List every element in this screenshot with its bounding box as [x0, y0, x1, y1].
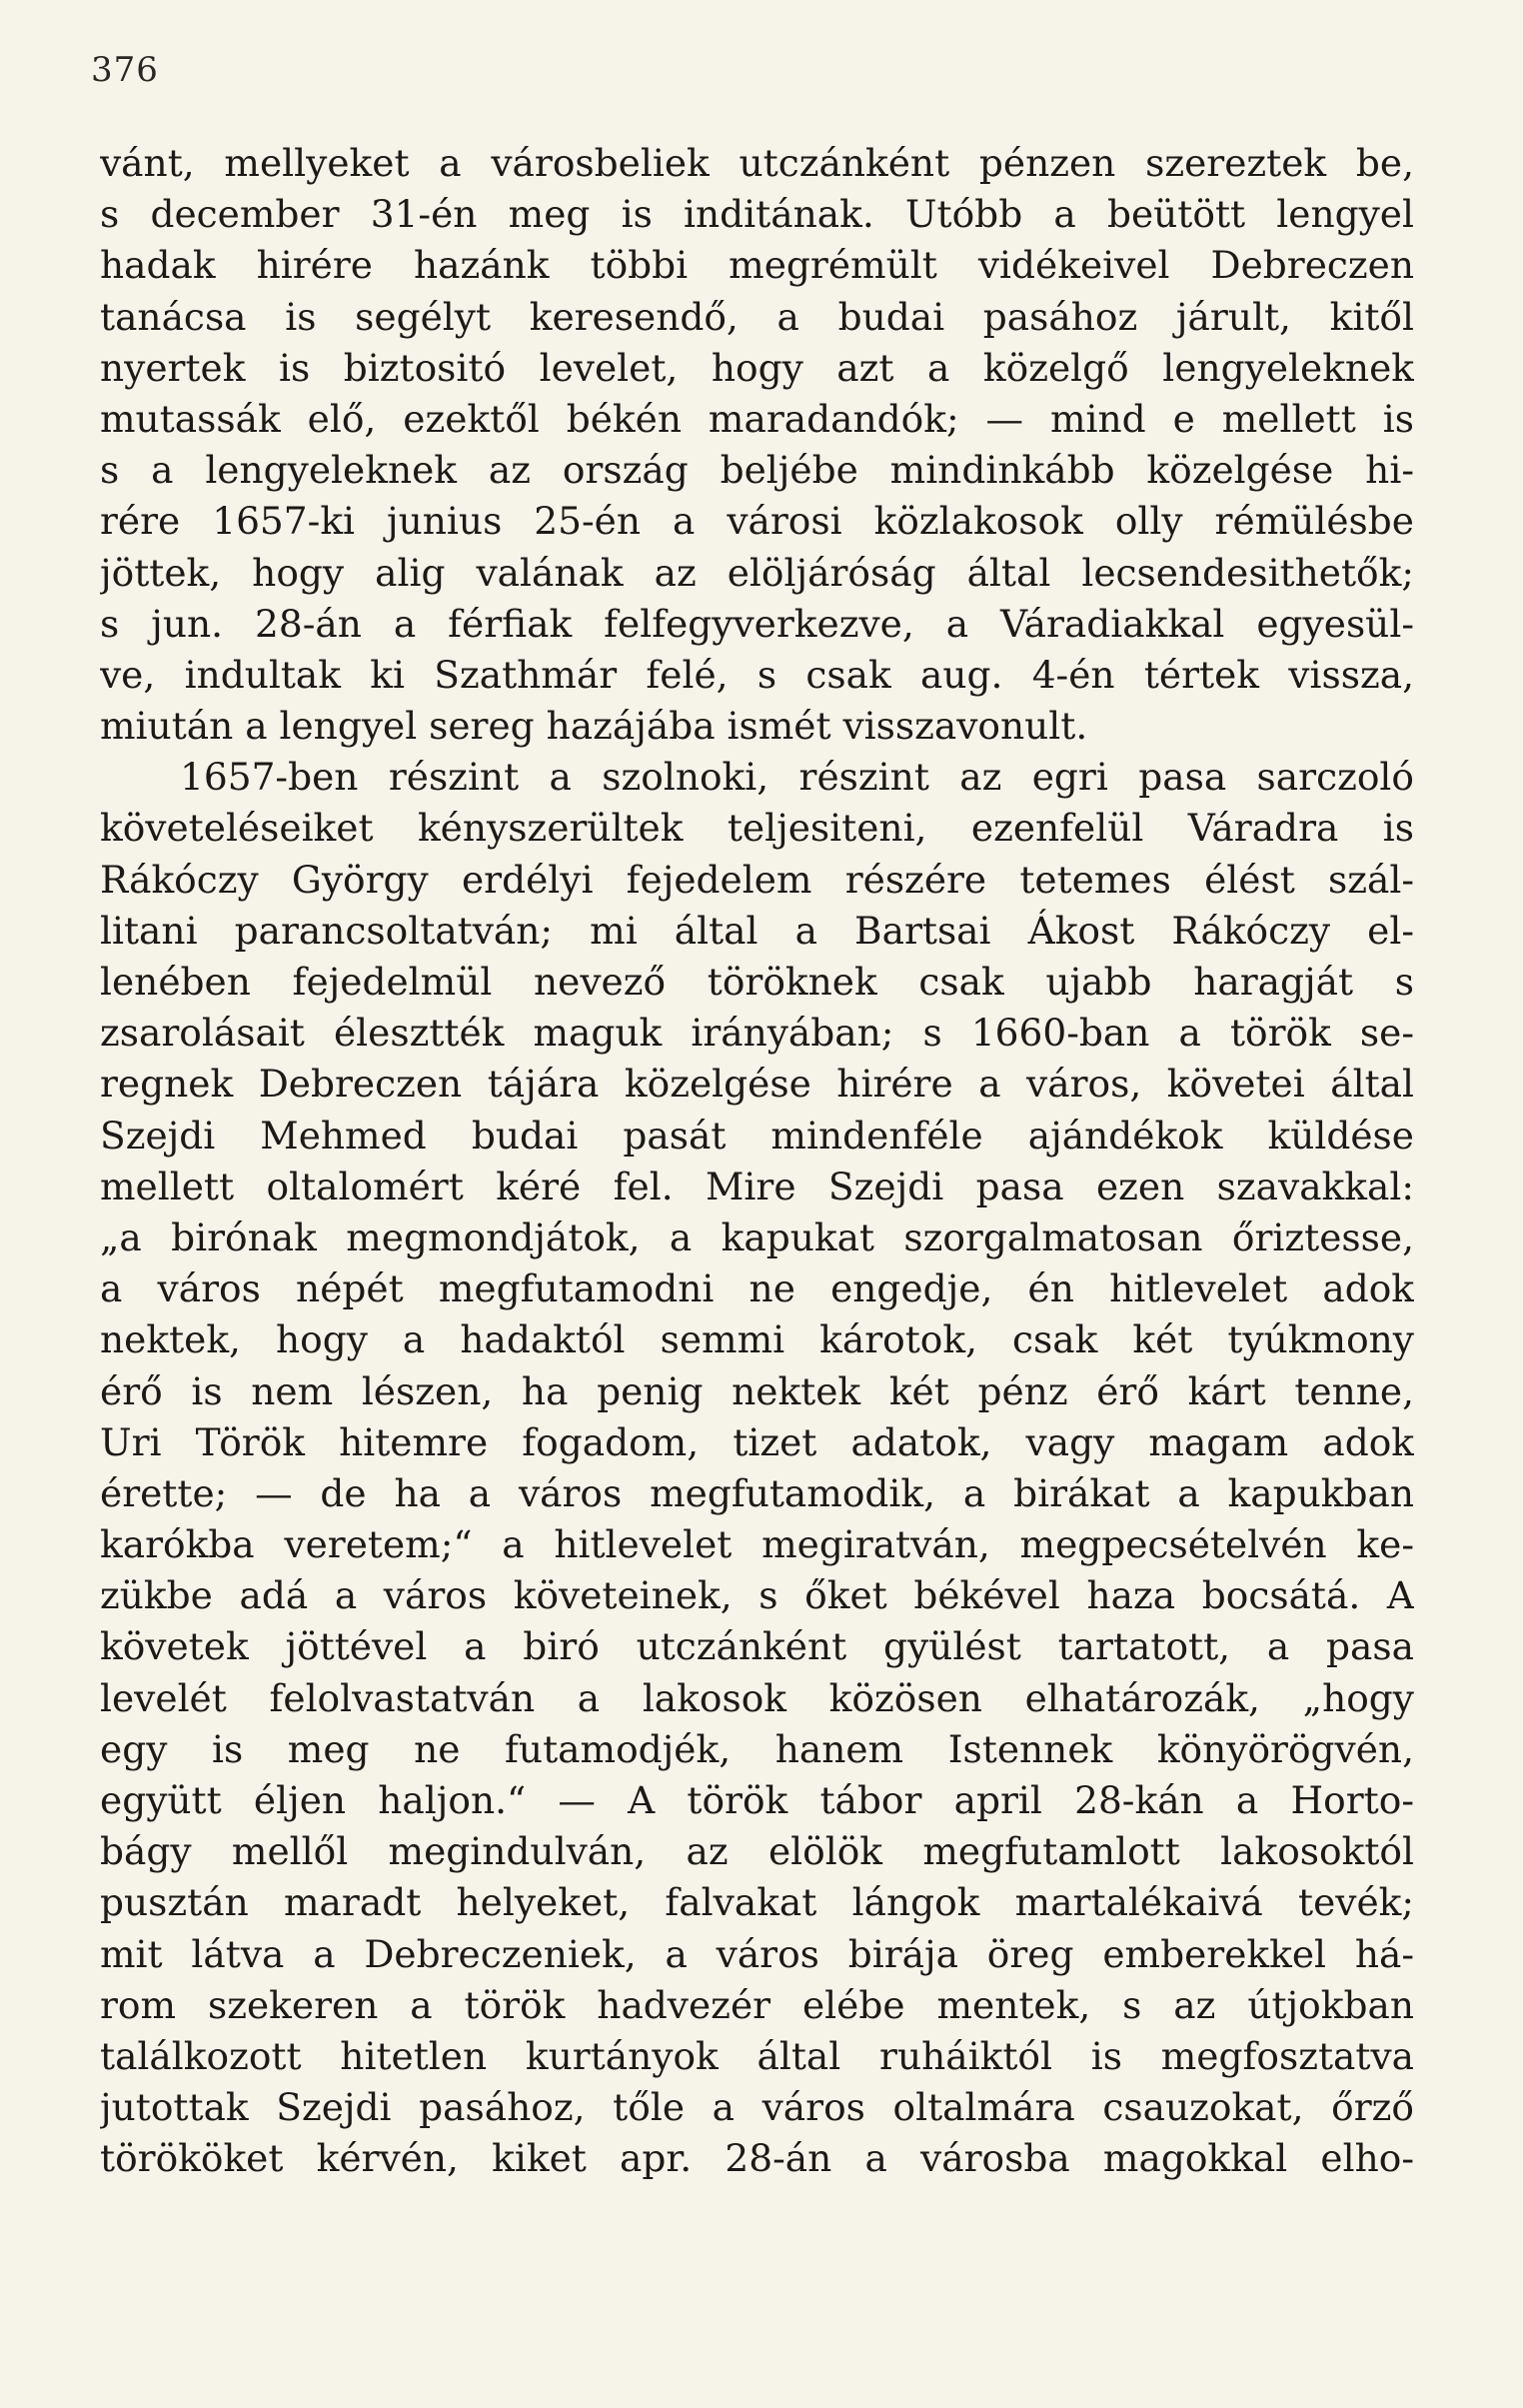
- text-line: együtt éljen haljon.“ — A török tábor april 28-kán a Horto-: [100, 1778, 1414, 1822]
- text-line: ve, indultak ki Szathmár felé, s csak aug. 4-én tértek vissza,: [100, 652, 1414, 697]
- text-line: bágy mellől megindulván, az elölök megfutamlott lakosoktól: [100, 1829, 1414, 1874]
- text-line: nyertek is biztositó levelet, hogy azt a közelgő lengyeleknek: [100, 345, 1414, 390]
- text-line: mit látva a Debreczeniek, a város birája öreg emberekkel há-: [100, 1931, 1414, 1976]
- text-line: tanácsa is segélyt keresendő, a budai pasához járult, kitől: [100, 294, 1414, 339]
- text-line: lenében fejedelmül nevező töröknek csak ujabb haragját s: [100, 960, 1414, 1004]
- text-line: mellett oltalomért kéré fel. Mire Szejdi pasa ezen szavakkal:: [100, 1164, 1414, 1208]
- page-number: 376: [91, 50, 159, 90]
- text-line: a város népét megfutamodni ne engedje, én hitlevelet adok: [100, 1266, 1414, 1311]
- text-line: hadak hirére hazánk többi megrémült vidékeivel Debreczen: [100, 243, 1414, 288]
- text-line: litani parancsoltatván; mi által a Bartsai Ákost Rákóczy el-: [100, 908, 1414, 953]
- text-line: jutottak Szejdi pasához, tőle a város oltalmára csauzokat, őrző: [100, 2085, 1414, 2130]
- text-line: követeléseiket kényszerültek teljesiteni, ezenfelül Váradra is: [100, 806, 1414, 851]
- text-line: vánt, mellyeket a városbeliek utczánként pénzen szereztek be,: [100, 141, 1414, 185]
- text-line: találkozott hitetlen kurtányok által ruháiktól is megfosztatva: [100, 2033, 1414, 2078]
- text-line: Rákóczy György erdélyi fejedelem részére tetemes élést szál-: [100, 857, 1414, 902]
- text-line: zsarolásait élesztték maguk irányában; s 1660-ban a török se-: [100, 1011, 1414, 1056]
- text-line: rére 1657-ki junius 25-én a városi közlakosok olly rémülésbe: [100, 499, 1414, 544]
- text-line: törököket kérvén, kiket apr. 28-án a városba magokkal elho-: [100, 2136, 1414, 2181]
- paragraph-end-line: miután a lengyel sereg hazájába ismét visszavonult.: [100, 704, 1088, 749]
- text-line: s a lengyeleknek az ország beljébe mindinkább közelgése hi-: [100, 448, 1414, 493]
- text-line: jöttek, hogy alig valának az elöljáróság által lecsendesithetők;: [100, 550, 1414, 595]
- text-line: pusztán maradt helyeket, falvakat lángok martalékaivá tevék;: [100, 1880, 1414, 1925]
- text-line: Szejdi Mehmed budai pasát mindenféle ajándékok küldése: [100, 1113, 1414, 1158]
- text-line: s december 31-én meg is inditának. Utóbb a beütött lengyel: [100, 192, 1414, 237]
- text-line: rom szekeren a török hadvezér elébe mentek, s az útjokban: [100, 1982, 1414, 2027]
- text-line: „a birónak megmondjátok, a kapukat szorgalmatosan őriztesse,: [100, 1214, 1414, 1259]
- paragraph-start-line: 1657-ben részint a szolnoki, részint az egri pasa sarczoló: [180, 755, 1414, 800]
- text-line: zükbe adá a város követeinek, s őket békével haza bocsátá. A: [100, 1573, 1414, 1618]
- text-line: követek jöttével a biró utczánként gyülést tartatott, a pasa: [100, 1624, 1414, 1669]
- text-line: Uri Török hitemre fogadom, tizet adatok, vagy magam adok: [100, 1419, 1414, 1464]
- text-line: nektek, hogy a hadaktól semmi károtok, csak két tyúkmony: [100, 1317, 1414, 1362]
- body-text: [100, 138, 1414, 2185]
- text-line: karókba veretem;“ a hitlevelet megiratván, megpecsételvén ke-: [100, 1522, 1414, 1567]
- text-line: regnek Debreczen tájára közelgése hirére a város, követei által: [100, 1062, 1414, 1107]
- text-line: érette; — de ha a város megfutamodik, a birákat a kapukban: [100, 1470, 1414, 1515]
- text-line: s jun. 28-án a férfiak felfegyverkezve, a Váradiakkal egyesül-: [100, 601, 1414, 646]
- text-line: érő is nem lészen, ha penig nektek két pénz érő kárt tenne,: [100, 1368, 1414, 1413]
- text-line: levelét felolvastatván a lakosok közösen elhatározák, „hogy: [100, 1675, 1414, 1720]
- text-line: mutassák elő, ezektől békén maradandók; — mind e mellett is: [100, 396, 1414, 441]
- text-line: egy is meg ne futamodjék, hanem Istennek könyörögvén,: [100, 1726, 1414, 1771]
